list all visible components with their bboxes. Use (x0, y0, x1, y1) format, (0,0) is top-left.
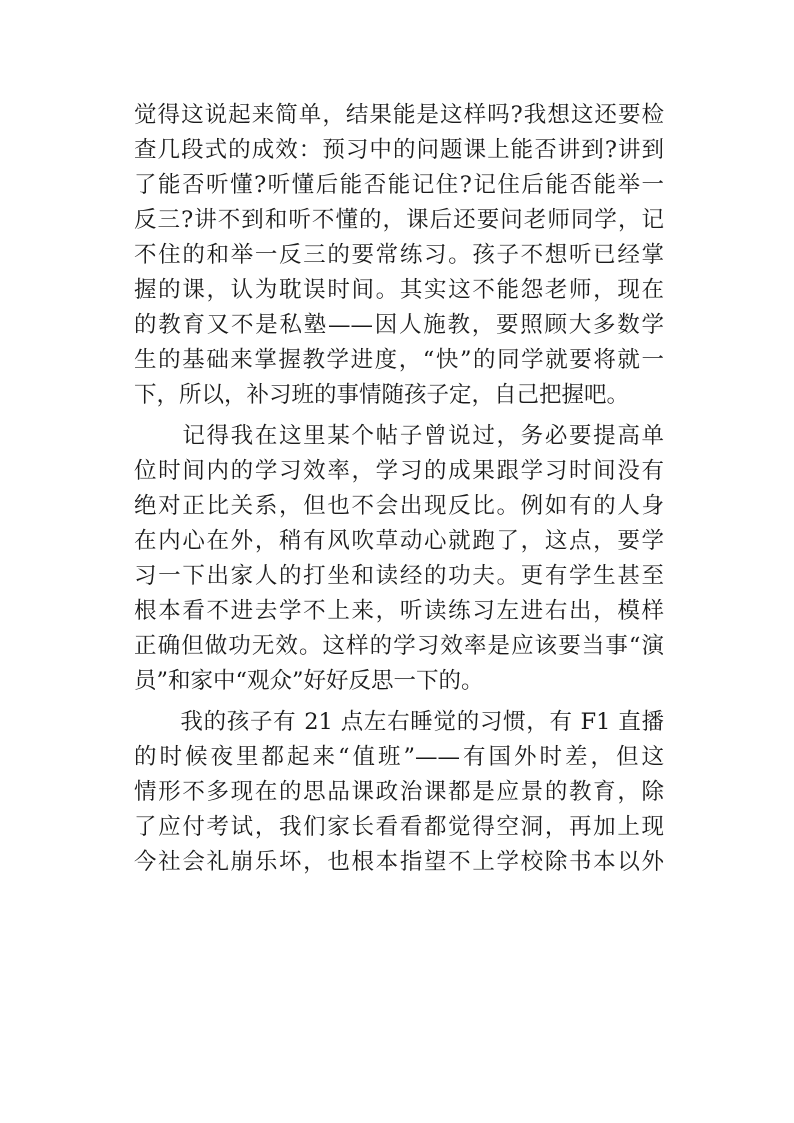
text-line: 绝对正比关系，但也不会出现反比。例如有的人身 (134, 493, 664, 519)
text-line: 觉得这说起来简单，结果能是这样吗?我想这还要检 (134, 102, 664, 128)
text-line: 生的基础来掌握教学进度，“快”的同学就要将就一 (134, 347, 664, 373)
text-line: 员”和家中“观众”好好反思一下的。 (134, 668, 484, 694)
text-line: 根本看不进去学不上来，听读练习左进右出，模样 (134, 598, 664, 624)
text-line: 在内心在外，稍有风吹草动心就跑了，这点，要学 (134, 528, 664, 554)
text-line: 的教育又不是私塾——因人施教，要照顾大多数学 (134, 312, 664, 338)
text-line: 正确但做功无效。这样的学习效率是应该要当事“演 (134, 633, 664, 659)
text-line: 我的孩子有 21 点左右睡觉的习惯，有 F1 直播 (134, 709, 664, 735)
body-text (134, 98, 664, 880)
text-line: 反三?讲不到和听不懂的，课后还要问老师同学，记 (134, 207, 664, 233)
text-line: 握的课，认为耽误时间。其实这不能怨老师，现在 (134, 277, 664, 303)
text-line: 下，所以，补习班的事情随孩子定，自己把握吧。 (134, 382, 630, 408)
text-line: 查几段式的成效：预习中的问题课上能否讲到?讲到 (134, 137, 664, 163)
text-line: 记得我在这里某个帖子曾说过，务必要提高单 (134, 423, 664, 449)
text-line: 情形不多现在的思品课政治课都是应景的教育，除 (134, 779, 664, 805)
paragraph (134, 705, 664, 880)
text-line: 的时候夜里都起来“值班”——有国外时差，但这 (134, 744, 664, 770)
text-line: 位时间内的学习效率，学习的成果跟学习时间没有 (134, 458, 664, 484)
paragraph (134, 419, 664, 699)
text-line: 了能否听懂?听懂后能否能记住?记住后能否能举一 (134, 172, 664, 198)
text-line: 今社会礼崩乐坏，也根本指望不上学校除书本以外 (134, 849, 664, 875)
paragraph (134, 98, 664, 413)
text-line: 不住的和举一反三的要常练习。孩子不想听已经掌 (134, 242, 664, 268)
text-line: 习一下出家人的打坐和读经的功夫。更有学生甚至 (134, 563, 664, 589)
text-line: 了应付考试，我们家长看看都觉得空洞，再加上现 (134, 814, 664, 840)
